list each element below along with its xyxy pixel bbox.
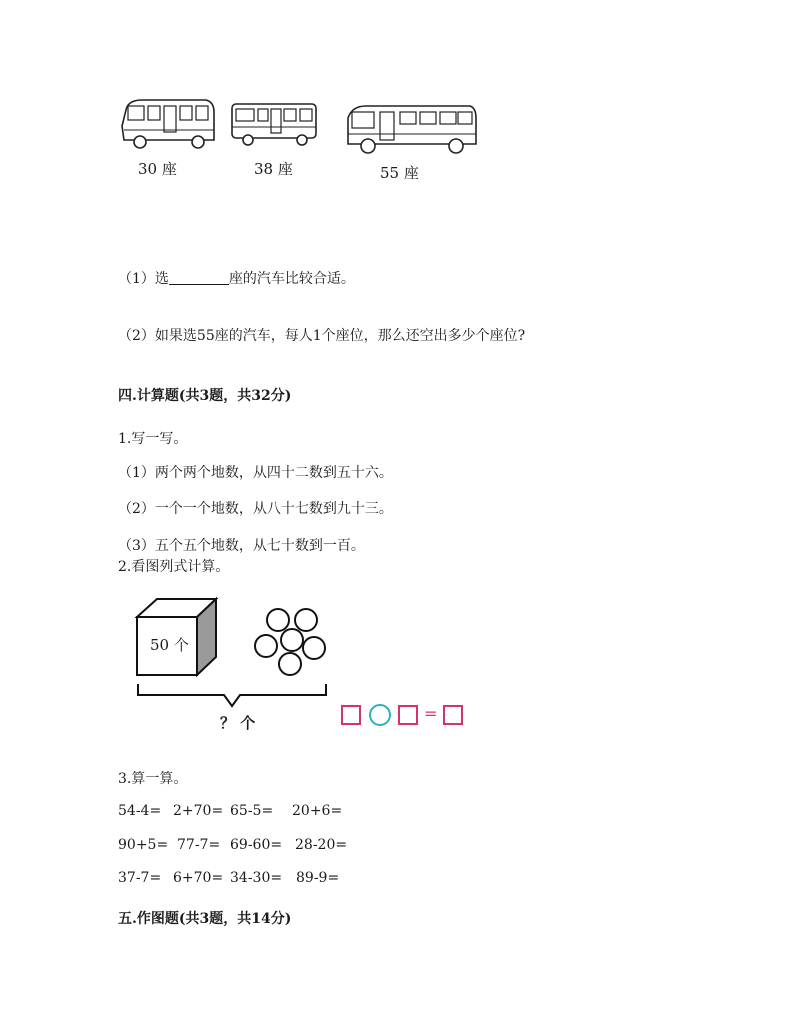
problem-1-item: （3）五个五个地数，从七十数到一百。 bbox=[118, 538, 365, 554]
problem-1-item: （1）两个两个地数，从四十二数到五十六。 bbox=[118, 465, 393, 481]
calc-item: 69-60= bbox=[230, 837, 283, 853]
circle-shape bbox=[279, 653, 301, 675]
calc-item: 6+70= bbox=[173, 870, 224, 886]
section-4-title: 四.计算题(共3题，共32分) bbox=[118, 388, 292, 404]
circle-shape bbox=[295, 609, 317, 631]
question-1-suffix: 座的汽车比较合适。 bbox=[228, 271, 355, 287]
calc-item: 77-7= bbox=[177, 837, 221, 853]
calc-row bbox=[118, 870, 339, 886]
answer-square-box bbox=[399, 706, 417, 724]
bus-30-image bbox=[118, 96, 218, 152]
question-1-prefix: （1）选 bbox=[118, 271, 169, 287]
cube-label: 50 个 bbox=[150, 636, 189, 654]
circles-figure bbox=[250, 606, 330, 678]
circle-shape bbox=[303, 637, 325, 659]
circle-shape bbox=[267, 609, 289, 631]
answer-square-box bbox=[444, 706, 462, 724]
equals-sign: = bbox=[424, 704, 438, 723]
calc-item: 34-30= bbox=[230, 870, 283, 886]
problem-1-item: （2）一个一个地数，从八十七数到九十三。 bbox=[118, 501, 393, 517]
circle-shape bbox=[281, 629, 303, 651]
answer-square-box bbox=[342, 706, 360, 724]
answer-blank[interactable] bbox=[169, 270, 229, 285]
problem-3-title: 3.算一算。 bbox=[118, 771, 188, 787]
brace-label: ？ 个 bbox=[220, 714, 256, 732]
circle-shape bbox=[255, 635, 277, 657]
calc-item: 2+70= bbox=[173, 803, 224, 819]
calc-item: 54-4= bbox=[118, 803, 162, 819]
bus-55-image bbox=[344, 100, 480, 156]
calc-item: 90+5= bbox=[118, 837, 169, 853]
bus-55-label: 55 座 bbox=[380, 164, 419, 182]
calc-item: 28-20= bbox=[295, 837, 348, 853]
question-1 bbox=[118, 268, 355, 288]
problem-1-title: 1.写一写。 bbox=[118, 431, 188, 447]
calc-item: 20+6= bbox=[292, 803, 343, 819]
calc-row bbox=[118, 803, 342, 819]
calc-row bbox=[118, 837, 347, 853]
calc-item: 37-7= bbox=[118, 870, 162, 886]
bus-30-label: 30 座 bbox=[138, 160, 177, 178]
section-5-title: 五.作图题(共3题，共14分) bbox=[118, 911, 292, 927]
calc-item: 89-9= bbox=[296, 870, 340, 886]
calc-item: 65-5= bbox=[230, 803, 274, 819]
answer-boxes bbox=[340, 704, 466, 728]
bus-38-image bbox=[230, 100, 320, 148]
brace-figure bbox=[136, 682, 328, 708]
bus-38-label: 38 座 bbox=[254, 160, 293, 178]
operator-circle bbox=[370, 705, 390, 725]
question-2: （2）如果选55座的汽车，每人1个座位，那么还空出多少个座位? bbox=[118, 328, 526, 344]
problem-2-title: 2.看图列式计算。 bbox=[118, 559, 230, 575]
